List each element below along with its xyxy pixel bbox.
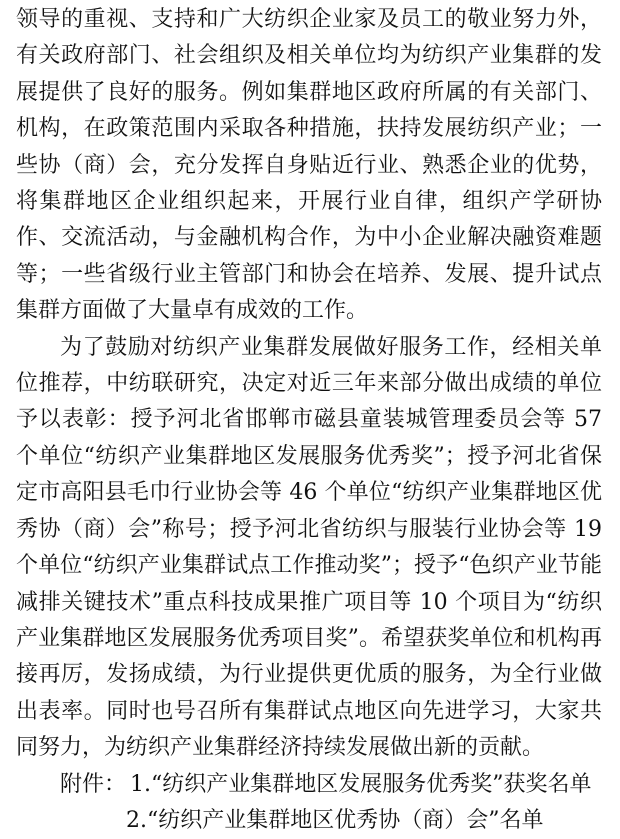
attachment-row [16, 803, 602, 839]
attachments-section [16, 767, 602, 839]
attachment-item: 1.“纺织产业集群地区发展服务优秀奖”获奖名单 [130, 771, 592, 797]
body-paragraph: 为了鼓励对纺织产业集群发展做好服务工作，经相关单位推荐，中纺联研究，决定对近三年来部分做出成绩的单位予以表彰：授予河北省邯郸市磁县童装城管理委员会等 57 个单位“纺织产业集群地区发展服务优秀奖”；授予河北省保定市高阳县毛巾行业协会等 46 个单位“纺织产业集群地区优秀协（商）会”称号；授予河北省纺织与服装行业协会等 19 个单位“纺织产业集群试点工作推动奖”；授予“色织产业节能减排关键技术”重点科技成果推广项目等 10 个项目为“纺织产业集群地区发展服务优秀项目奖”。希望获奖单位和机构再接再厉，发扬成绩，为行业提供更优质的服务，为全行业做出表率。同时也号召所有集群试点地区向先进学习，大家共同努力，为纺织产业集群经济持续发展做出新的贡献。 [16, 334, 602, 761]
attachments-label: 附件： [60, 771, 127, 797]
attachment-item: 2.“纺织产业集群地区优秀协（商）会”名单 [126, 807, 544, 833]
attachment-row [16, 767, 602, 803]
body-paragraph: 领导的重视、支持和广大纺织企业家及员工的敬业努力外，有关政府部门、社会组织及相关单位均为纺织产业集群的发展提供了良好的服务。例如集群地区政府所属的有关部门、机构，在政策范围内采取各种措施，扶持发展纺织产业；一些协（商）会，充分发挥自身贴近行业、熟悉企业的优势，将集群地区企业组织起来，开展行业自律，组织产学研协作、交流活动，与金融机构合作，为中小企业解决融资难题等；一些省级行业主管部门和协会在培养、发展、提升试点集群方面做了大量卓有成效的工作。 [16, 7, 602, 324]
